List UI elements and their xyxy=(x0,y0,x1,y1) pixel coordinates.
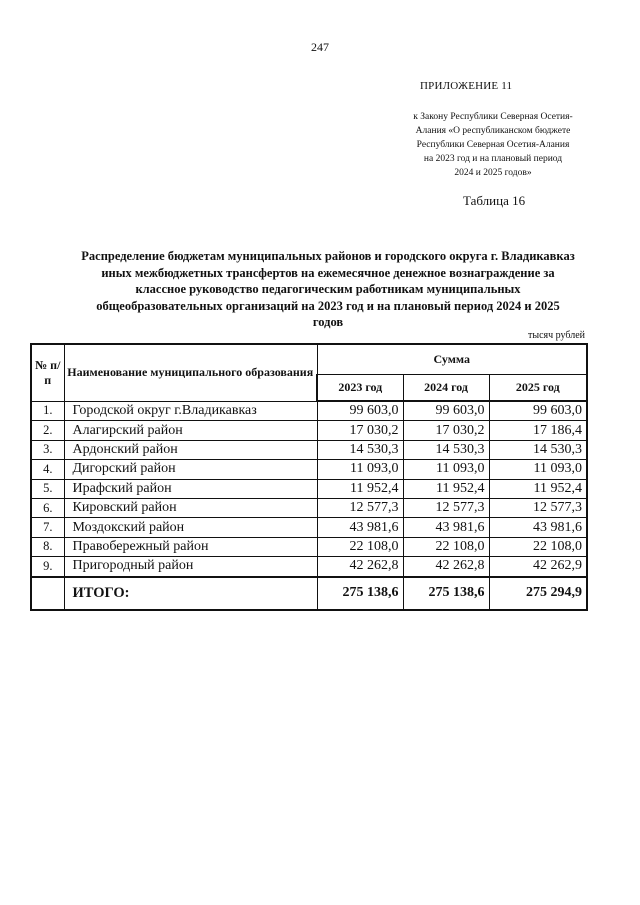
total-2025: 275 294,9 xyxy=(489,577,587,610)
title-line: иных межбюджетных трансфертов на ежемесячное денежное вознаграждение за xyxy=(101,265,555,280)
header-year-2024: 2024 год xyxy=(403,375,489,402)
law-reference-line: к Закону Республики Северная Осетия- xyxy=(413,112,573,122)
row-name: Дигорский район xyxy=(64,460,317,479)
value-2024: 43 981,6 xyxy=(403,518,489,537)
table-row xyxy=(31,498,587,517)
value-2025: 14 530,3 xyxy=(489,440,587,459)
law-reference-line: Алания «О республиканском бюджете xyxy=(415,126,571,136)
table-row xyxy=(31,460,587,479)
value-2024: 14 530,3 xyxy=(403,440,489,459)
value-2025: 99 603,0 xyxy=(489,401,587,421)
row-number: 6. xyxy=(31,498,64,517)
value-2023: 22 108,0 xyxy=(317,537,403,556)
row-number: 1. xyxy=(31,401,64,421)
title-line: годов xyxy=(312,315,344,329)
table-row xyxy=(31,518,587,537)
value-2025: 11 952,4 xyxy=(489,479,587,498)
header-name: Наименование муниципального образования xyxy=(64,344,317,401)
table-row xyxy=(31,401,587,421)
table-row xyxy=(31,479,587,498)
row-number: 3. xyxy=(31,440,64,459)
header-sum: Сумма xyxy=(317,344,587,375)
budget-table xyxy=(30,343,588,611)
row-number: 8. xyxy=(31,537,64,556)
value-2024: 17 030,2 xyxy=(403,421,489,440)
value-2024: 99 603,0 xyxy=(403,401,489,421)
row-name: Моздокский район xyxy=(64,518,317,537)
total-2024: 275 138,6 xyxy=(403,577,489,610)
row-number: 5. xyxy=(31,479,64,498)
row-name: Ардонский район xyxy=(64,440,317,459)
value-2024: 12 577,3 xyxy=(403,498,489,517)
row-number: 2. xyxy=(31,421,64,440)
value-2023: 11 093,0 xyxy=(317,460,403,479)
total-2023: 275 138,6 xyxy=(317,577,403,610)
value-2024: 11 093,0 xyxy=(403,460,489,479)
row-name: Пригородный район xyxy=(64,557,317,577)
value-2024: 42 262,8 xyxy=(403,557,489,577)
value-2024: 22 108,0 xyxy=(403,537,489,556)
value-2023: 43 981,6 xyxy=(317,518,403,537)
total-label: ИТОГО: xyxy=(64,577,317,610)
value-2023: 99 603,0 xyxy=(317,401,403,421)
value-2025: 17 186,4 xyxy=(489,421,587,440)
value-2025: 22 108,0 xyxy=(489,537,587,556)
value-2024: 11 952,4 xyxy=(403,479,489,498)
header-year-2025: 2025 год xyxy=(489,375,587,402)
page-number: 247 xyxy=(311,40,329,54)
row-number: 7. xyxy=(31,518,64,537)
value-2023: 14 530,3 xyxy=(317,440,403,459)
table-row xyxy=(31,440,587,459)
row-number: 9. xyxy=(31,557,64,577)
law-reference-line: Республики Северная Осетия-Алания xyxy=(416,140,570,150)
total-row xyxy=(31,577,587,610)
units-label: тысяч рублей xyxy=(527,330,585,341)
law-reference-line: 2024 и 2025 годов» xyxy=(454,168,532,178)
value-2025: 11 093,0 xyxy=(489,460,587,479)
total-number-cell xyxy=(31,577,64,610)
value-2023: 17 030,2 xyxy=(317,421,403,440)
row-name: Правобережный район xyxy=(64,537,317,556)
value-2023: 12 577,3 xyxy=(317,498,403,517)
document-title xyxy=(58,248,598,331)
row-name: Ирафский район xyxy=(64,479,317,498)
value-2025: 12 577,3 xyxy=(489,498,587,517)
row-name: Алагирский район xyxy=(64,421,317,440)
header-year-2023: 2023 год xyxy=(317,375,403,402)
law-reference-line: на 2023 год и на плановый период xyxy=(423,154,563,164)
title-line: Распределение бюджетам муниципальных районов и городского округа г. Владикавказ xyxy=(81,249,575,263)
value-2023: 11 952,4 xyxy=(317,479,403,498)
value-2023: 42 262,8 xyxy=(317,557,403,577)
row-name: Кировский район xyxy=(64,498,317,517)
table-number: Таблица 16 xyxy=(463,193,526,208)
appendix-title: ПРИЛОЖЕНИЕ 11 xyxy=(420,80,513,92)
table-row xyxy=(31,537,587,556)
row-number: 4. xyxy=(31,460,64,479)
header-number: № п/п xyxy=(31,344,64,401)
row-name: Городской округ г.Владикавказ xyxy=(64,401,317,421)
table-row xyxy=(31,557,587,577)
title-line: классное руководство педагогическим работникам муниципальных xyxy=(135,282,521,296)
title-line: общеобразовательных организаций на 2023 год и на плановый период 2024 и 2025 xyxy=(96,298,560,313)
value-2025: 42 262,9 xyxy=(489,557,587,577)
law-reference xyxy=(398,110,588,180)
value-2025: 43 981,6 xyxy=(489,518,587,537)
table-row xyxy=(31,421,587,440)
